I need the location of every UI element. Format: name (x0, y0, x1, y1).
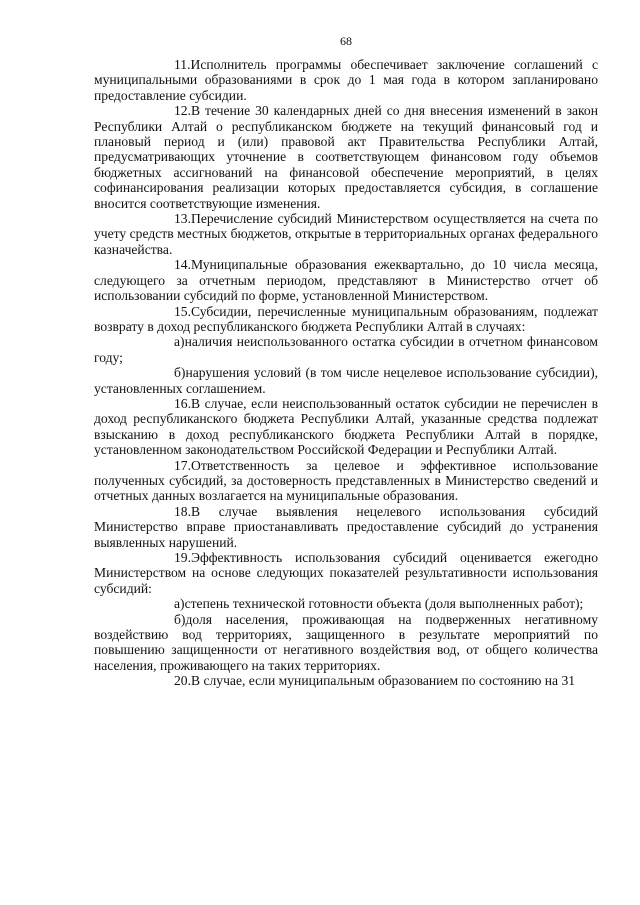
paragraph-number: 13. (174, 211, 191, 227)
paragraph-text: В течение 30 календарных дней со дня внесения изменений в закон Республики Алтай о республиканском бюджете на текущий финансовый год и плановый период и (или) правовой акт Правительства Республики Алтай, предусматривающих уточнение в соответствующем финансовом году объемов бюджетных ассигнований на финансовой обеспечение мероприятий, в целях софинансирования реализации которых предоставляется субсидия, в соглашение вносится соответствующие изменения. (94, 103, 598, 211)
paragraph-15-b (94, 365, 598, 396)
paragraph-number: 17. (174, 457, 191, 473)
paragraph-number: б) (174, 365, 186, 381)
paragraph-19-a (94, 596, 598, 611)
paragraph-text: Перечисление субсидий Министерством осуществляется на счета по учету средств местных бюджетов, открытые в территориальных органах федерального казначейства. (94, 211, 598, 257)
paragraph-number: 18. (174, 503, 191, 519)
paragraph-19 (94, 550, 598, 596)
paragraph-text: Исполнитель программы обеспечивает заключение соглашений с муниципальными образованиями в срок до 1 мая года в котором запланировано предоставление субсидии. (94, 57, 598, 103)
paragraph-number: а) (174, 596, 185, 612)
page-number: 68 (340, 34, 352, 48)
paragraph-11 (94, 57, 598, 103)
paragraph-17 (94, 458, 598, 504)
paragraph-text: В случае, если муниципальным образованием по состоянию на 31 (191, 673, 576, 689)
paragraph-text: наличия неиспользованного остатка субсидии в отчетном финансовом году; (94, 334, 598, 365)
paragraph-19-b (94, 612, 598, 674)
paragraph-number: 16. (174, 395, 191, 411)
paragraph-15-a (94, 334, 598, 365)
paragraph-12 (94, 103, 598, 211)
paragraph-text: доля населения, проживающая на подверженных негативному воздействию вод территориях, защищенного в результате мероприятий по повышению защищенности от негативного воздействия вод, от общего количества населения, проживающего на таких территориях. (94, 611, 598, 673)
paragraph-text: Муниципальные образования ежеквартально, до 10 числа месяца, следующего за отчетным периодом, представляют в Министерство отчет об использовании субсидий по форме, установленной Министерством. (94, 257, 598, 304)
paragraph-number: 20. (174, 673, 191, 689)
paragraph-text: Эффективность использования субсидий оценивается ежегодно Министерством на основе следующих показателей результативности использования субсидий: (94, 550, 598, 596)
paragraph-number: 15. (174, 303, 191, 319)
paragraph-number: 12. (174, 103, 191, 119)
paragraph-text: нарушения условий (в том числе нецелевое использование субсидии), установленных соглашением. (94, 365, 598, 396)
paragraph-14 (94, 257, 598, 303)
paragraph-text: степень технической готовности объекта (доля выполненных работ); (184, 596, 584, 612)
paragraph-text: Субсидии, перечисленные муниципальным образованиям, подлежат возврату в доход республиканского бюджета Республики Алтай в случаях: (94, 303, 598, 334)
paragraph-13 (94, 211, 598, 257)
paragraph-16 (94, 396, 598, 458)
paragraph-text: Ответственность за целевое и эффективное использование полученных субсидий, за достоверность представленных в Министерство сведений и отчетных данных возлагается на муниципальные образования. (94, 457, 598, 504)
paragraph-number: 11. (174, 57, 191, 72)
paragraph-number: б) (174, 611, 186, 627)
paragraph-text: В случае, если неиспользованный остаток субсидии не перечислен в доход республиканского бюджета Республики Алтай, указанные средства подлежат взысканию в доход республиканского бюджета Республики Алтай в порядке, установленном законодательством Российской Федерации и Республики Алтай. (94, 395, 598, 458)
paragraph-20 (94, 673, 598, 688)
paragraph-number: 19. (174, 550, 191, 565)
paragraph-number: а) (174, 334, 185, 350)
paragraph-number: 14. (174, 257, 191, 273)
paragraph-15 (94, 304, 598, 335)
paragraph-18 (94, 504, 598, 550)
paragraph-text: В случае выявления нецелевого использования субсидий Министерство вправе приостанавливать предоставление субсидий до устранения выявленных нарушений. (94, 503, 598, 550)
